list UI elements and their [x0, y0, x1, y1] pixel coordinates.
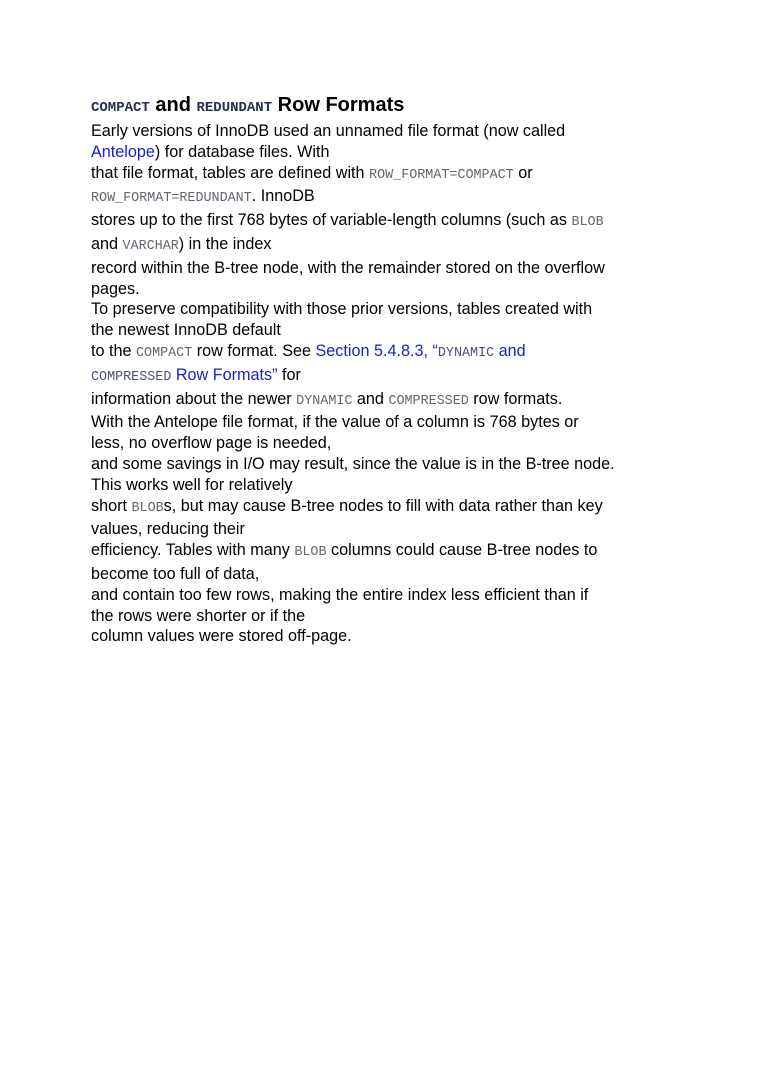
- text-run: To preserve compatibility with those prior versions, tables created with: [91, 300, 593, 319]
- text-line: [91, 341, 691, 365]
- text-line: [91, 540, 691, 564]
- code-literal: VARCHAR: [122, 238, 179, 254]
- text-line: [91, 412, 691, 433]
- text-run: less, no overflow page is needed,: [91, 434, 332, 453]
- code-literal: BLOB: [294, 545, 327, 561]
- heading-text-row-formats: Row Formats: [272, 94, 405, 116]
- text-line: [91, 142, 691, 163]
- text-line: [91, 121, 691, 142]
- text-run: and: [352, 389, 389, 408]
- text-run: values, reducing their: [91, 520, 245, 539]
- body-paragraphs: [91, 121, 691, 647]
- text-line: [91, 519, 691, 540]
- text-line: [91, 475, 691, 496]
- text-run: the newest InnoDB default: [91, 321, 281, 340]
- cross-reference-link[interactable]: and: [494, 341, 526, 360]
- text-line: [91, 585, 691, 606]
- text-run: or: [513, 163, 533, 182]
- section-heading: [91, 92, 691, 121]
- code-literal: BLOB: [571, 215, 604, 231]
- text-line: [91, 496, 691, 520]
- text-line: [91, 186, 691, 210]
- text-run: to the: [91, 341, 136, 360]
- code-literal: ROW_FORMAT=REDUNDANT: [91, 191, 252, 207]
- text-run: information about the newer: [91, 389, 297, 408]
- text-run: and contain too few rows, making the entire index less efficient than if: [91, 585, 589, 604]
- code-literal: COMPACT: [136, 345, 193, 361]
- heading-code-compact: COMPACT: [91, 100, 150, 116]
- text-run: short: [91, 496, 132, 515]
- text-line: [91, 454, 691, 475]
- cross-reference-link[interactable]: Section 5.4.8.3, “: [315, 341, 438, 360]
- text-line: [91, 234, 691, 258]
- text-run: pages.: [91, 279, 140, 298]
- text-line: [91, 365, 691, 389]
- text-run: row format. See: [192, 341, 316, 360]
- text-run: efficiency. Tables with many: [91, 541, 295, 560]
- text-run: ) for database files. With: [154, 142, 330, 161]
- text-run: This works well for relatively: [91, 475, 293, 494]
- text-run: and: [91, 234, 123, 253]
- text-run: ) in the index: [178, 234, 272, 253]
- text-line: [91, 258, 691, 279]
- heading-text-and: and: [149, 94, 197, 116]
- cross-reference-link[interactable]: Antelope: [91, 142, 155, 161]
- text-run: for: [277, 365, 301, 384]
- text-run: and some savings in I/O may result, since the value is in the B-tree node.: [91, 454, 615, 473]
- cross-reference-link[interactable]: [91, 366, 171, 384]
- text-run: record within the B-tree node, with the remainder stored on the overflow: [91, 258, 605, 277]
- text-run: s, but may cause B-tree nodes to fill with data rather than key: [163, 496, 603, 515]
- text-line: [91, 279, 691, 300]
- text-run: the rows were shorter or if the: [91, 606, 306, 625]
- text-line: [91, 626, 691, 647]
- text-run: Early versions of InnoDB used an unnamed file format (now called: [91, 122, 566, 140]
- heading-code-redundant: REDUNDANT: [196, 100, 273, 116]
- text-run: become too full of data,: [91, 564, 260, 583]
- text-line: [91, 210, 691, 234]
- cross-reference-link[interactable]: [438, 342, 494, 360]
- cross-reference-link[interactable]: Row Formats”: [171, 365, 278, 384]
- text-line: [91, 433, 691, 454]
- link-code-literal: COMPRESSED: [91, 369, 172, 385]
- text-run: With the Antelope file format, if the value of a column is 768 bytes or: [91, 413, 579, 432]
- text-line: [91, 299, 691, 320]
- code-literal: ROW_FORMAT=COMPACT: [369, 167, 514, 183]
- text-line: [91, 389, 691, 413]
- text-run: stores up to the first 768 bytes of variable-length columns (such as: [91, 211, 572, 230]
- text-line: [91, 320, 691, 341]
- text-run: column values were stored off-page.: [91, 627, 352, 646]
- document-page: [91, 92, 691, 647]
- text-run: row formats.: [468, 389, 563, 408]
- text-run: that file format, tables are defined with: [91, 163, 370, 182]
- text-line: [91, 163, 691, 187]
- code-literal: BLOB: [131, 500, 164, 516]
- text-line: [91, 564, 691, 585]
- text-line: [91, 606, 691, 627]
- text-run: . InnoDB: [251, 187, 315, 206]
- code-literal: DYNAMIC: [296, 393, 353, 409]
- link-code-literal: DYNAMIC: [437, 345, 495, 361]
- code-literal: COMPRESSED: [388, 393, 469, 409]
- text-run: columns could cause B-tree nodes to: [326, 541, 598, 560]
